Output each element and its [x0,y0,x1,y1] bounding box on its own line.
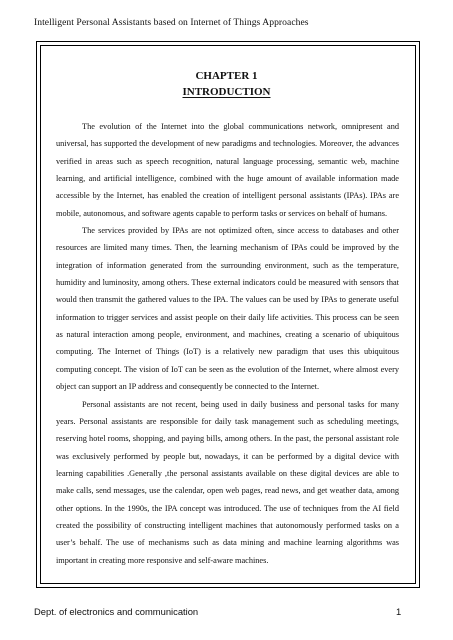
paragraph: Personal assistants are not recent, being used in daily business and personal tasks for many years. Personal assistants are responsible for daily task management such as scheduling meetings, reserving hotel rooms, shopping, and paying bills, among others. In the past, the personal assistant role was exclusively performed by people but, nowadays, it can be performed by a digital device with learning capabilities .Generally ,the personal assistants available on these digital devices are able to make calls, send messages, use the calendar, open web pages, read news, and get weather data, among other options. In the 1990s, the IPA concept was introduced. The use of techniques from the AI field created the possibility of constructing intelligent machines that autonomously performed tasks on a user’s behalf. The use of mechanisms such as data mining and machine learning algorithms was important in creating more responsive and self-aware machines. [56,399,399,565]
body-text [56,118,399,569]
footer-department: Dept. of electronics and communication [34,606,199,617]
chapter-title [0,86,453,98]
chapter-label: CHAPTER 1 [195,70,258,82]
page-number: 1 [396,606,402,617]
paragraph: The evolution of the Internet into the global communications network, omnipresent and universal, has supported the development of new paradigms and technologies. Moreover, the advances verified in areas such as speech recognition, natural language processing, semantic web, machine learning, and artificial intelligence, combined with the huge amount of available information made accessible by the Internet, has enabled the creation of intelligent personal assistants (IPAs). IPAs are mobile, autonomous, and software agents capable to perform tasks or services on behalf of humans. [56,122,399,218]
running-header: Intelligent Personal Assistants based on Internet of Things Approaches [34,17,309,28]
paragraph: The services provided by IPAs are not optimized often, since access to databases and other resources are limited many times. Then, the learning mechanism of IPAs could be improved by the integration of information generated from the surrounding environment, such as the temperature, humidity and luminosity, among others. These external indicators could be measured with sensors that would then transmit the gathered values to the IPA. The values can be used by IPAs to generate useful information to trigger services and assist people on their daily life activities. This process can be seen as natural interaction among people, environment, and machines, creating a scenario of ubiquitous computing. The Internet of Things (IoT) is a relatively new paradigm that uses this ubiquitous computing concept. The vision of IoT can be seen as the evolution of the Internet, where almost every object can support an IP address and consequently be connected to the Internet. [56,226,399,392]
chapter-title-text: INTRODUCTION [182,86,271,98]
